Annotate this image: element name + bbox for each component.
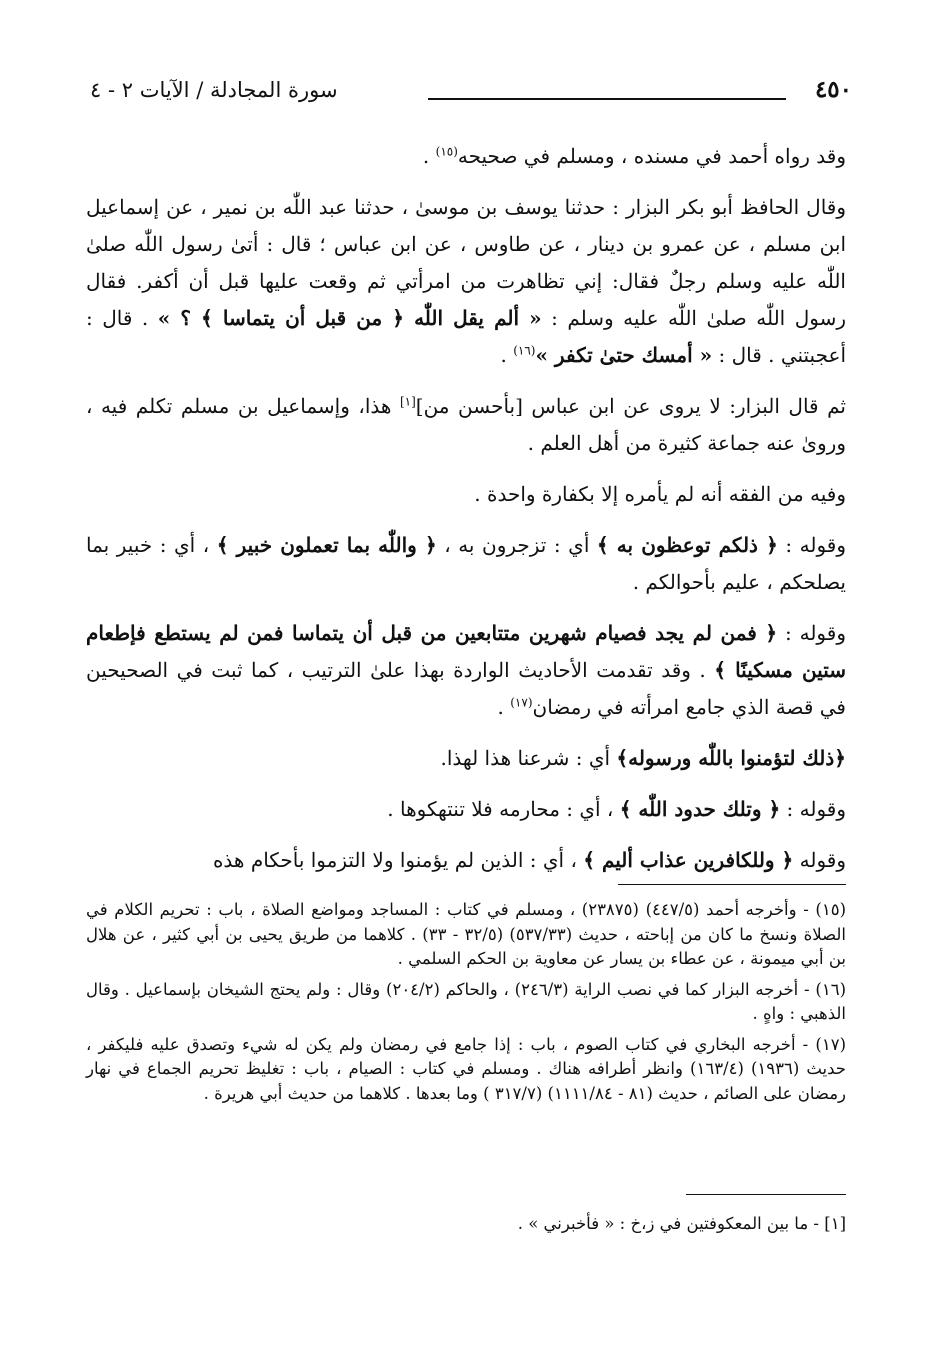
footnote-ref-15[interactable]: (١٥) — [435, 144, 458, 159]
p9-text-a: وقوله — [793, 848, 846, 872]
paragraph-7 — [86, 740, 846, 777]
p3-text-b: هذا، وإسماعيل بن مسلم تكلم فيه ، وروىٰ عنه جماعة كثيرة من أهل العلم . — [86, 394, 846, 455]
verse-1: ﴿ ذلكم توعظون به ﴾ — [596, 533, 778, 557]
footnote-16: (١٦) - أخرجه البزار كما في نصب الراية (٢٤٦/٣) ، والحاكم (٢٠٤/٢) وقال : ولم يحتج الشيخان بإسماعيل . وقال الذهبي : واهٍ . — [86, 979, 846, 1023]
p1-text: وقد رواه أحمد في مسنده ، ومسلم في صحيحه — [457, 144, 846, 168]
footnotes — [86, 898, 846, 1112]
p6-text-b: . وقد تقدمت الأحاديث الواردة بهذا علىٰ الترتيب ، كما ثبت في الصحيحين في قصة الذي جامع امرأته في رمضان — [86, 658, 846, 719]
paragraph-6 — [86, 615, 846, 726]
p6-text-a: وقوله : — [777, 621, 846, 645]
p8-text-b: ، أي : محارمه فلا تنتهكوها . — [387, 797, 620, 821]
editor-ref-1[interactable]: [١] — [399, 394, 416, 409]
editor-note-divider — [686, 1194, 846, 1195]
p2-text-a: وقال الحافظ أبو بكر البزار : حدثنا يوسف بن موسىٰ ، حدثنا عبد اللّٰه بن نمير ، عن إسماعيل ابن مسلم ، عن عمرو بن دينار ، عن طاوس ، عن ابن عباس ؛ قال : أتىٰ رسول اللّٰه صلىٰ اللّٰه عليه وسلم رجلٌ فقال: إني تظاهرت من امرأتي ثم وقعت عليها قبل أن أكفر. فقال رسول اللّٰه صلىٰ اللّٰه عليه وسلم : — [86, 195, 846, 330]
footnote-ref-17[interactable]: (١٧) — [510, 695, 533, 710]
verse-4: ﴿ذلك لتؤمنوا باللّٰه ورسوله﴾ — [616, 746, 846, 770]
verse-6: ﴿ وللكافرين عذاب أليم ﴾ — [583, 848, 794, 872]
footnotes-divider — [618, 884, 846, 885]
verse-5: ﴿ وتلك حدود اللّٰه ﴾ — [619, 797, 781, 821]
paragraph-2 — [86, 189, 846, 374]
hadith-quote-2: « أمسك حتىٰ تكفر » — [535, 343, 713, 367]
footnote-15: (١٥) - وأخرجه أحمد (٤٤٧/٥) (٢٣٨٧٥) ، ومسلم في كتاب : المساجد ومواضع الصلاة ، باب : تحريم الكلام في الصلاة ونسخ ما كان من إباحته ، حديث (٥٣٧/٣٣) (٣٢/٥ - ٣٣) . كلاهما من طريق يحيى بن أبي كثير ، عن هلال بن أبي ميمونة ، عن عطاء بن يسار عن معاوية بن الحكم السلمي . — [86, 900, 846, 968]
page-number: ٤٥٠ — [814, 76, 852, 103]
p1-end: . — [422, 144, 436, 168]
footnote-17: (١٧) - أخرجه البخاري في كتاب الصوم ، باب : إذا جامع في رمضان ولم يكن له شيء وتصدق عليه فليكفر ، حديث (١٩٣٦) (١٦٣/٤) وانظر أطرافه هناك . ومسلم في كتاب : الصيام ، باب : تغليظ تحريم الجماع في نهار رمضان على الصائم ، حديث (٨١ - ١١١١/٨٤) (٣١٧/٧ ) وما بعدها . كلاهما من حديث أبي هريرة . — [86, 1034, 846, 1103]
p5-text-a: وقوله : — [777, 533, 847, 557]
p2-end: . — [500, 343, 514, 367]
running-title: سورة المجادلة / الآيات ٢ - ٤ — [90, 78, 338, 102]
main-text — [86, 138, 846, 893]
p8-text-a: وقوله : — [780, 797, 846, 821]
paragraph-5 — [86, 527, 846, 601]
paragraph-9 — [86, 842, 846, 879]
p9-text-b: ، أي : الذين لم يؤمنوا ولا التزموا بأحكام هذه — [212, 848, 584, 872]
paragraph-4: وفيه من الفقه أنه لم يأمره إلا بكفارة واحدة . — [474, 482, 846, 506]
p2-text-b: . قال : أعجبتني . قال : — [86, 306, 846, 367]
verse-3: ﴿ فمن لم يجد فصيام شهرين متتابعين من قبل أن يتماسا فمن لم يستطع فإطعام ستين مسكينًا ﴾ — [86, 621, 846, 682]
header-rule — [428, 98, 786, 100]
paragraph-1 — [86, 138, 846, 175]
paragraph-3 — [86, 388, 846, 462]
p6-end: . — [497, 695, 511, 719]
p3-text-a: ثم قال البزار: لا يروى عن ابن عباس [بأحسن من] — [415, 394, 846, 418]
paragraph-8 — [86, 791, 846, 828]
editor-note: [١] - ما بين المعكوفتين في ز،خ : « فأخبرني » . — [517, 1214, 846, 1233]
page-header — [90, 78, 852, 114]
verse-2: ﴿ واللّٰه بما تعملون خبير ﴾ — [216, 533, 437, 557]
p5-text-c: ، أي : خبير بما يصلحكم ، عليم بأحوالكم . — [86, 533, 846, 594]
p7-text-b: أي : شرعنا هذا لهذا. — [440, 746, 617, 770]
footnote-ref-16[interactable]: (١٦) — [513, 343, 536, 358]
p5-text-b: أي : تزجرون به ، — [436, 533, 597, 557]
hadith-quote-1: « ألم يقل اللّٰه ﴿ من قبل أن يتماسا ﴾ ؟ » — [157, 306, 542, 330]
